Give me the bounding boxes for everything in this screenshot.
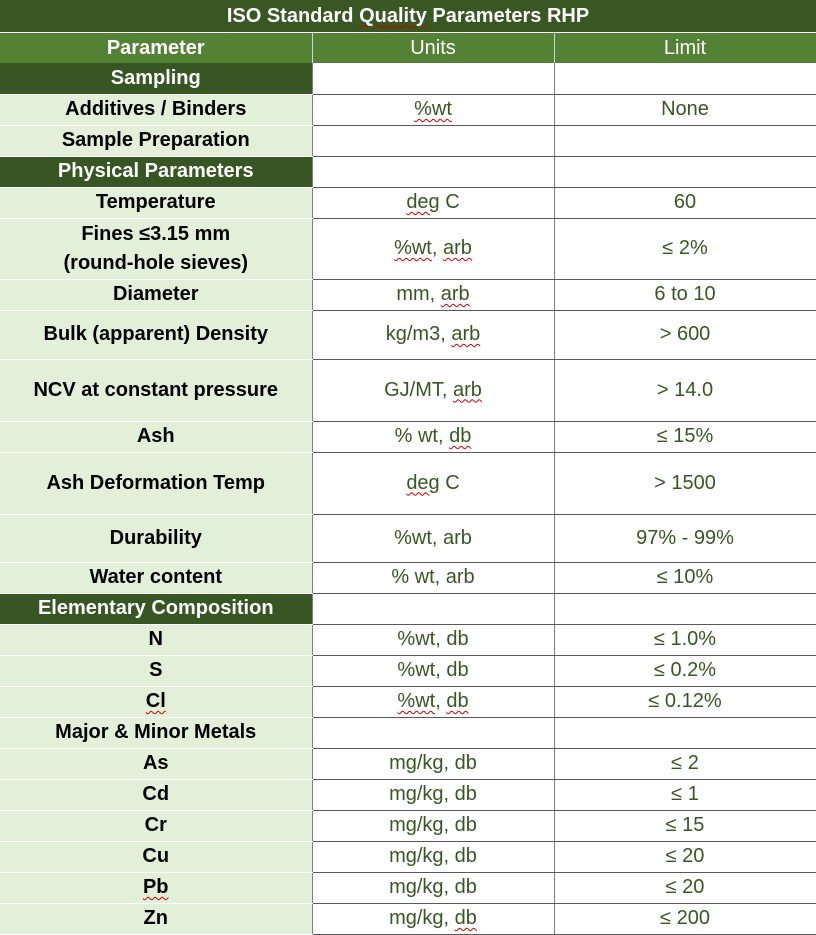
table-row (0, 279, 816, 310)
parameter-text: S (149, 659, 163, 681)
parameter-text: Cr (144, 814, 167, 836)
table-row (0, 841, 816, 872)
table-row (0, 593, 816, 624)
limit-cell: ≤ 20 (554, 872, 816, 903)
header-row (0, 33, 816, 64)
units-cell (312, 310, 554, 359)
units-cell (312, 810, 554, 841)
parameter-cell (0, 779, 312, 810)
units-text: %wt (394, 237, 432, 259)
units-cell (312, 841, 554, 872)
limit-cell: ≤ 200 (554, 903, 816, 934)
parameter-text: Cu (142, 845, 170, 867)
units-cell (312, 452, 554, 514)
parameter-cell (0, 279, 312, 310)
parameter-text: Pb (142, 876, 169, 898)
units-text: kg/m3, (385, 323, 452, 345)
parameter-text: Sample Preparation (61, 129, 250, 151)
header-limit: Limit (554, 33, 816, 64)
parameter-cell (0, 514, 312, 562)
table-row (0, 686, 816, 717)
units-text: , (435, 690, 447, 712)
units-cell (312, 156, 554, 187)
units-text: %wt, db (397, 628, 469, 650)
units-text: % wt, arb (391, 566, 475, 588)
table-row (0, 218, 816, 279)
units-cell (312, 125, 554, 156)
table-row (0, 310, 816, 359)
limit-cell (554, 63, 816, 94)
limit-cell: 6 to 10 (554, 279, 816, 310)
parameter-text: Zn (143, 907, 168, 929)
parameter-text: Ash Deformation Temp (46, 471, 266, 494)
parameter-text: Cl (145, 690, 166, 712)
units-text: mg/kg, (389, 907, 455, 929)
parameter-cell (0, 218, 312, 279)
parameter-cell (0, 624, 312, 655)
units-text: db (449, 425, 472, 447)
units-text: mm, (396, 283, 441, 305)
units-text: arb (452, 378, 482, 401)
parameter-text: Physical Parameters (57, 160, 254, 182)
units-cell (312, 748, 554, 779)
parameter-text: Durability (109, 526, 202, 549)
header-parameter: Parameter (0, 33, 312, 64)
parameter-cell (0, 452, 312, 514)
table-row (0, 125, 816, 156)
table-row (0, 624, 816, 655)
parameter-text: Water content (89, 566, 223, 588)
parameter-text: N (148, 628, 163, 650)
units-text: C (439, 471, 460, 494)
parameter-text: (round-hole sieves) (63, 251, 248, 274)
parameter-cell (0, 686, 312, 717)
table-row (0, 514, 816, 562)
parameter-text: Major & Minor Metals (55, 721, 257, 743)
units-text: db (446, 690, 469, 712)
parameter-cell (0, 903, 312, 934)
parameter-cell (0, 748, 312, 779)
parameter-cell (0, 562, 312, 593)
limit-cell (554, 717, 816, 748)
parameter-text: Fines ≤3.15 mm (81, 222, 231, 245)
parameter-text: Sampling (110, 66, 201, 89)
table-row (0, 63, 816, 94)
units-cell (312, 218, 554, 279)
limit-cell (554, 593, 816, 624)
units-text: mg/kg, db (389, 814, 477, 836)
units-cell (312, 903, 554, 934)
parameter-text: Elementary Composition (37, 597, 274, 619)
units-text: arb (443, 237, 472, 259)
units-text: mg/kg, db (389, 783, 477, 805)
limit-cell: ≤ 2% (554, 218, 816, 279)
parameter-text: Temperature (95, 191, 216, 213)
parameter-text: Diameter (112, 283, 199, 305)
limit-cell: ≤ 10% (554, 562, 816, 593)
parameter-cell (0, 359, 312, 421)
units-cell (312, 63, 554, 94)
units-text: arb (440, 283, 470, 305)
parameter-cell (0, 421, 312, 452)
table-row (0, 421, 816, 452)
units-text: C (439, 191, 460, 213)
parameter-cell (0, 187, 312, 218)
table-row (0, 187, 816, 218)
limit-cell: ≤ 1 (554, 779, 816, 810)
parameter-text: Cd (142, 783, 170, 805)
units-cell (312, 279, 554, 310)
units-cell (312, 514, 554, 562)
units-text: % wt, (394, 425, 450, 447)
units-text: %wt (397, 690, 436, 712)
parameter-text: Additives / Binders (65, 98, 247, 120)
units-cell (312, 717, 554, 748)
table-row (0, 717, 816, 748)
units-text: , (431, 237, 443, 259)
limit-cell (554, 156, 816, 187)
limit-cell: > 600 (554, 310, 816, 359)
table-title (0, 0, 816, 33)
units-text: mg/kg, db (389, 845, 477, 867)
limit-cell: 97% - 99% (554, 514, 816, 562)
units-cell (312, 779, 554, 810)
title-part: ISO Standard (226, 4, 360, 27)
section-heading (0, 63, 312, 94)
units-cell (312, 187, 554, 218)
parameter-cell (0, 125, 312, 156)
header-units: Units (312, 33, 554, 64)
title-part: Parameters RHP (426, 4, 590, 27)
table-row (0, 872, 816, 903)
units-cell (312, 359, 554, 421)
table-row (0, 748, 816, 779)
table-row (0, 779, 816, 810)
parameter-cell (0, 717, 312, 748)
units-cell (312, 872, 554, 903)
units-text: deg (406, 191, 440, 213)
units-text: %wt, db (397, 659, 469, 681)
table-row (0, 94, 816, 125)
limit-cell: ≤ 15 (554, 810, 816, 841)
parameter-cell (0, 310, 312, 359)
parameter-cell (0, 655, 312, 686)
limit-cell: ≤ 15% (554, 421, 816, 452)
units-text: arb (451, 323, 481, 345)
units-cell (312, 593, 554, 624)
units-cell (312, 686, 554, 717)
limit-cell (554, 125, 816, 156)
limit-cell: ≤ 20 (554, 841, 816, 872)
limit-cell: None (554, 94, 816, 125)
units-text: mg/kg, db (389, 876, 477, 898)
parameter-cell (0, 872, 312, 903)
table-row (0, 452, 816, 514)
units-cell (312, 421, 554, 452)
limit-cell: 60 (554, 187, 816, 218)
table-row (0, 156, 816, 187)
units-cell (312, 624, 554, 655)
limit-cell: ≤ 0.2% (554, 655, 816, 686)
parameter-cell (0, 94, 312, 125)
table-row (0, 562, 816, 593)
table-row (0, 903, 816, 934)
parameter-text: NCV at constant pressure (33, 378, 278, 401)
units-text: mg/kg, db (389, 752, 477, 774)
limit-cell: ≤ 1.0% (554, 624, 816, 655)
title-part-quality: Quality (359, 4, 427, 27)
units-text: deg (406, 471, 440, 494)
parameter-text: As (142, 752, 169, 774)
section-heading (0, 593, 312, 624)
limit-cell: > 14.0 (554, 359, 816, 421)
limit-cell: ≤ 2 (554, 748, 816, 779)
table-row (0, 655, 816, 686)
limit-cell: ≤ 0.12% (554, 686, 816, 717)
units-text: %wt, arb (394, 526, 472, 549)
units-cell (312, 562, 554, 593)
parameter-cell (0, 841, 312, 872)
units-text: db (454, 907, 477, 929)
table-row (0, 359, 816, 421)
table-row (0, 810, 816, 841)
limit-cell: > 1500 (554, 452, 816, 514)
section-heading (0, 156, 312, 187)
table-body (0, 63, 816, 934)
parameter-text: Ash (136, 425, 175, 447)
parameter-cell (0, 810, 312, 841)
units-cell (312, 655, 554, 686)
units-text: GJ/MT, (384, 378, 453, 401)
units-cell (312, 94, 554, 125)
units-text: %wt (414, 98, 452, 120)
parameter-text: Bulk (apparent) Density (43, 323, 268, 345)
